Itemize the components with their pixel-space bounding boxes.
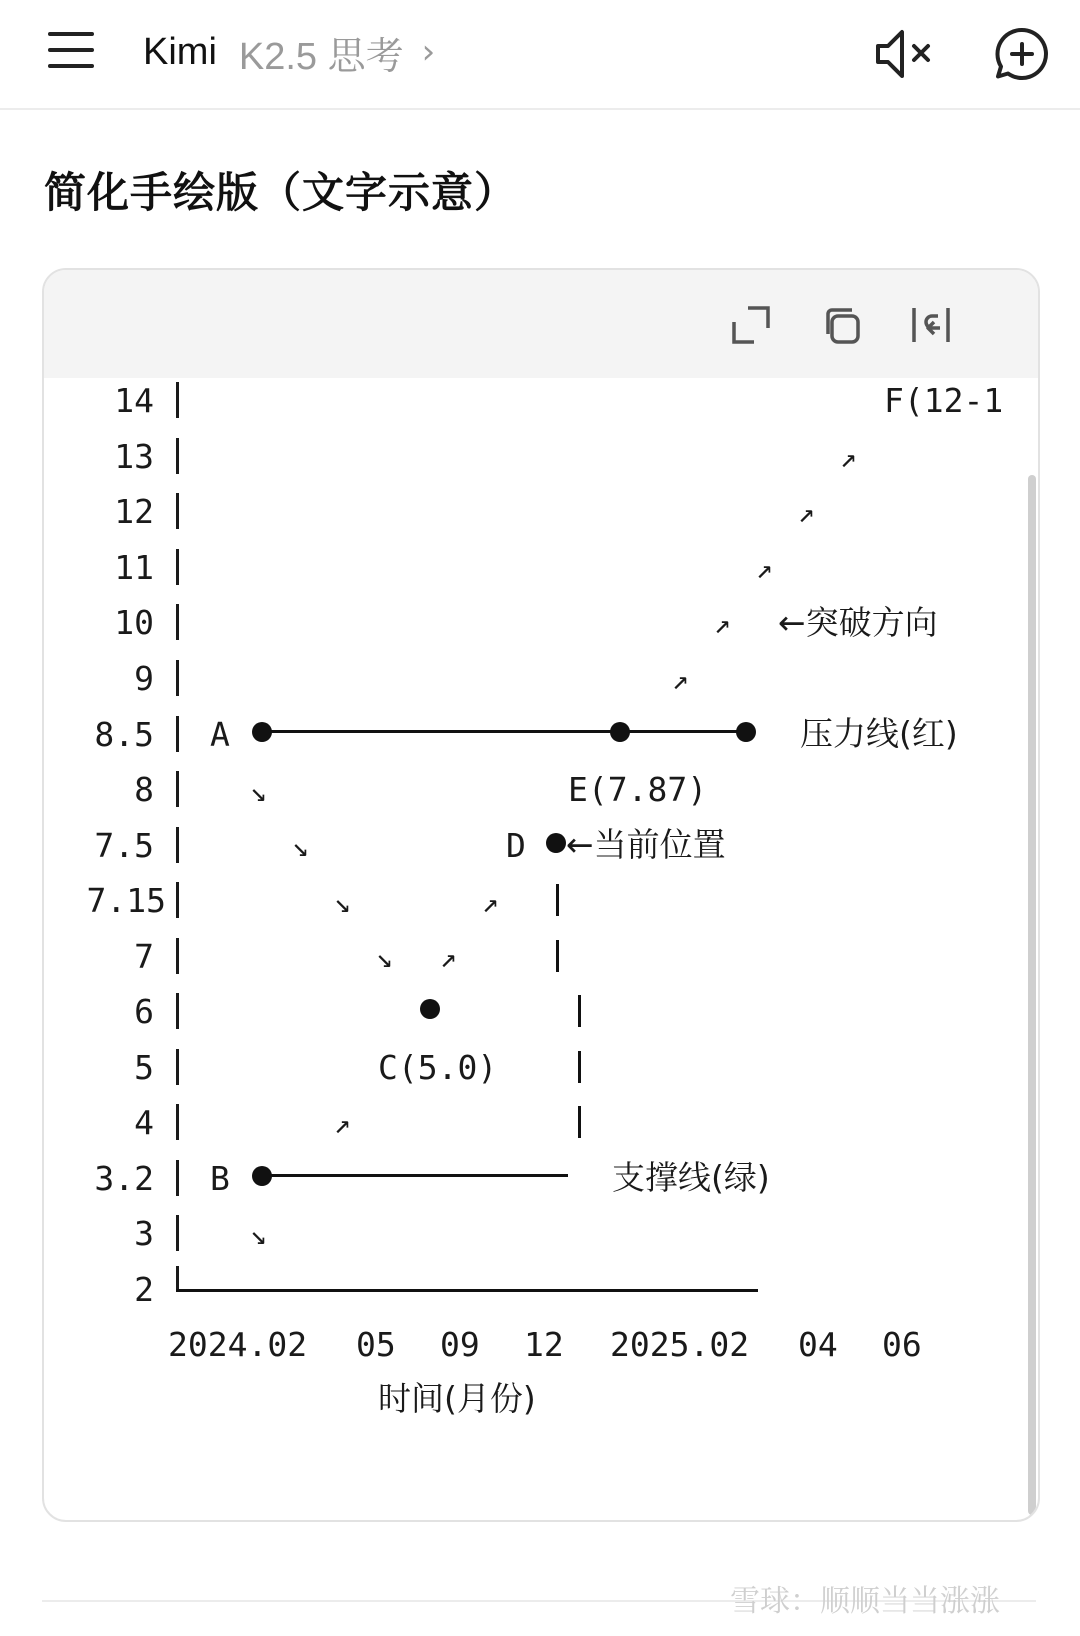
breakout-annotation: ←突破方向 — [778, 603, 938, 642]
x-label: 12 — [524, 1325, 564, 1364]
model-name: K2.5 思考 — [238, 35, 404, 78]
y-label: 5 — [134, 1048, 154, 1087]
axis-tick — [176, 993, 179, 1029]
axis-tick — [176, 382, 179, 418]
scrollbar[interactable] — [1028, 475, 1036, 1515]
axis-tick — [176, 438, 179, 474]
y-label: 9 — [134, 659, 154, 698]
ascii-chart — [44, 378, 1024, 1520]
copy-icon[interactable] — [820, 304, 862, 346]
point-a-label: A — [210, 715, 230, 754]
new-chat-icon[interactable] — [990, 22, 1054, 86]
arrow-up: ↗ — [840, 441, 857, 474]
resistance-dot — [736, 722, 756, 742]
axis-tick — [176, 1049, 179, 1085]
connector-bar — [556, 940, 559, 972]
x-label: 05 — [356, 1325, 396, 1364]
section-heading: 简化手绘版（文字示意） — [44, 168, 518, 217]
y-label: 13 — [114, 437, 154, 476]
y-label: 10 — [114, 603, 154, 642]
expand-icon[interactable] — [730, 304, 772, 346]
arrow-down: ↘ — [376, 941, 393, 974]
arrow-up: ↗ — [798, 496, 815, 529]
app-name: Kimi — [143, 30, 217, 73]
model-selector[interactable] — [143, 24, 435, 80]
watermark: 雪球：顺顺当当涨涨 — [730, 1584, 1000, 1619]
x-label: 2025.02 — [610, 1325, 750, 1364]
axis-tick — [176, 716, 179, 752]
point-c-dot — [420, 999, 440, 1019]
support-line — [262, 1174, 568, 1177]
resistance-annotation: 压力线(红) — [800, 714, 958, 753]
y-label: 3.2 — [94, 1159, 154, 1198]
axis-tick — [176, 1104, 179, 1140]
point-a-dot — [252, 722, 272, 742]
arrow-up: ↗ — [482, 886, 499, 919]
code-toolbar — [44, 270, 1038, 378]
chevron-right-icon: › — [421, 32, 436, 72]
arrow-up: ↗ — [714, 607, 731, 640]
x-label: 06 — [882, 1325, 922, 1364]
axis-tick — [176, 827, 179, 863]
axis-tick — [176, 660, 179, 696]
axis-tick — [176, 882, 179, 918]
point-e-label: E(7.87) — [568, 770, 708, 809]
point-d-label: D — [506, 826, 526, 865]
point-c-label: C(5.0) — [378, 1048, 498, 1087]
y-label: 7.5 — [94, 826, 154, 865]
resistance-dot — [610, 722, 630, 742]
axis-tick — [176, 493, 179, 529]
code-block — [42, 268, 1040, 1522]
arrow-up: ↗ — [440, 941, 457, 974]
axis-tick — [176, 604, 179, 640]
axis-tick — [176, 1215, 179, 1251]
y-label: 11 — [114, 548, 154, 587]
arrow-up: ↗ — [756, 552, 773, 585]
connector-bar — [578, 995, 581, 1027]
y-label: 6 — [134, 992, 154, 1031]
arrow-down: ↘ — [250, 1218, 267, 1251]
y-label: 12 — [114, 492, 154, 531]
y-label: 8 — [134, 770, 154, 809]
connector-bar — [578, 1106, 581, 1138]
support-annotation: 支撑线(绿) — [612, 1158, 770, 1197]
point-d-dot — [546, 833, 566, 853]
point-f-label: F(12-1 — [884, 381, 1004, 420]
menu-icon[interactable] — [48, 28, 94, 72]
x-label: 04 — [798, 1325, 838, 1364]
arrow-down: ↘ — [250, 775, 267, 808]
resistance-line — [262, 730, 748, 733]
connector-bar — [578, 1051, 581, 1083]
axis-tick — [176, 771, 179, 807]
axis-tick — [176, 549, 179, 585]
x-label: 2024.02 — [168, 1325, 308, 1364]
y-label: 3 — [134, 1214, 154, 1253]
top-bar — [0, 0, 1080, 110]
arrow-down: ↘ — [334, 886, 351, 919]
y-label: 7 — [134, 937, 154, 976]
arrow-down: ↘ — [292, 830, 309, 863]
y-label: 8.5 — [94, 715, 154, 754]
axis-tick — [176, 938, 179, 974]
speaker-muted-icon[interactable] — [872, 24, 942, 84]
axis-tick — [176, 1160, 179, 1196]
y-label: 4 — [134, 1103, 154, 1142]
x-axis-line — [176, 1289, 758, 1292]
arrow-up: ↗ — [334, 1107, 351, 1140]
connector-bar — [556, 884, 559, 916]
x-axis-title: 时间(月份) — [378, 1379, 536, 1418]
point-b-label: B — [210, 1159, 230, 1198]
point-b-dot — [252, 1166, 272, 1186]
current-position-annotation: ←当前位置 — [566, 825, 726, 864]
arrow-up: ↗ — [672, 663, 689, 696]
y-label: 2 — [134, 1270, 154, 1309]
y-label: 7.15 — [86, 881, 166, 920]
wrap-icon[interactable] — [910, 304, 952, 346]
y-label: 14 — [114, 381, 154, 420]
x-label: 09 — [440, 1325, 480, 1364]
